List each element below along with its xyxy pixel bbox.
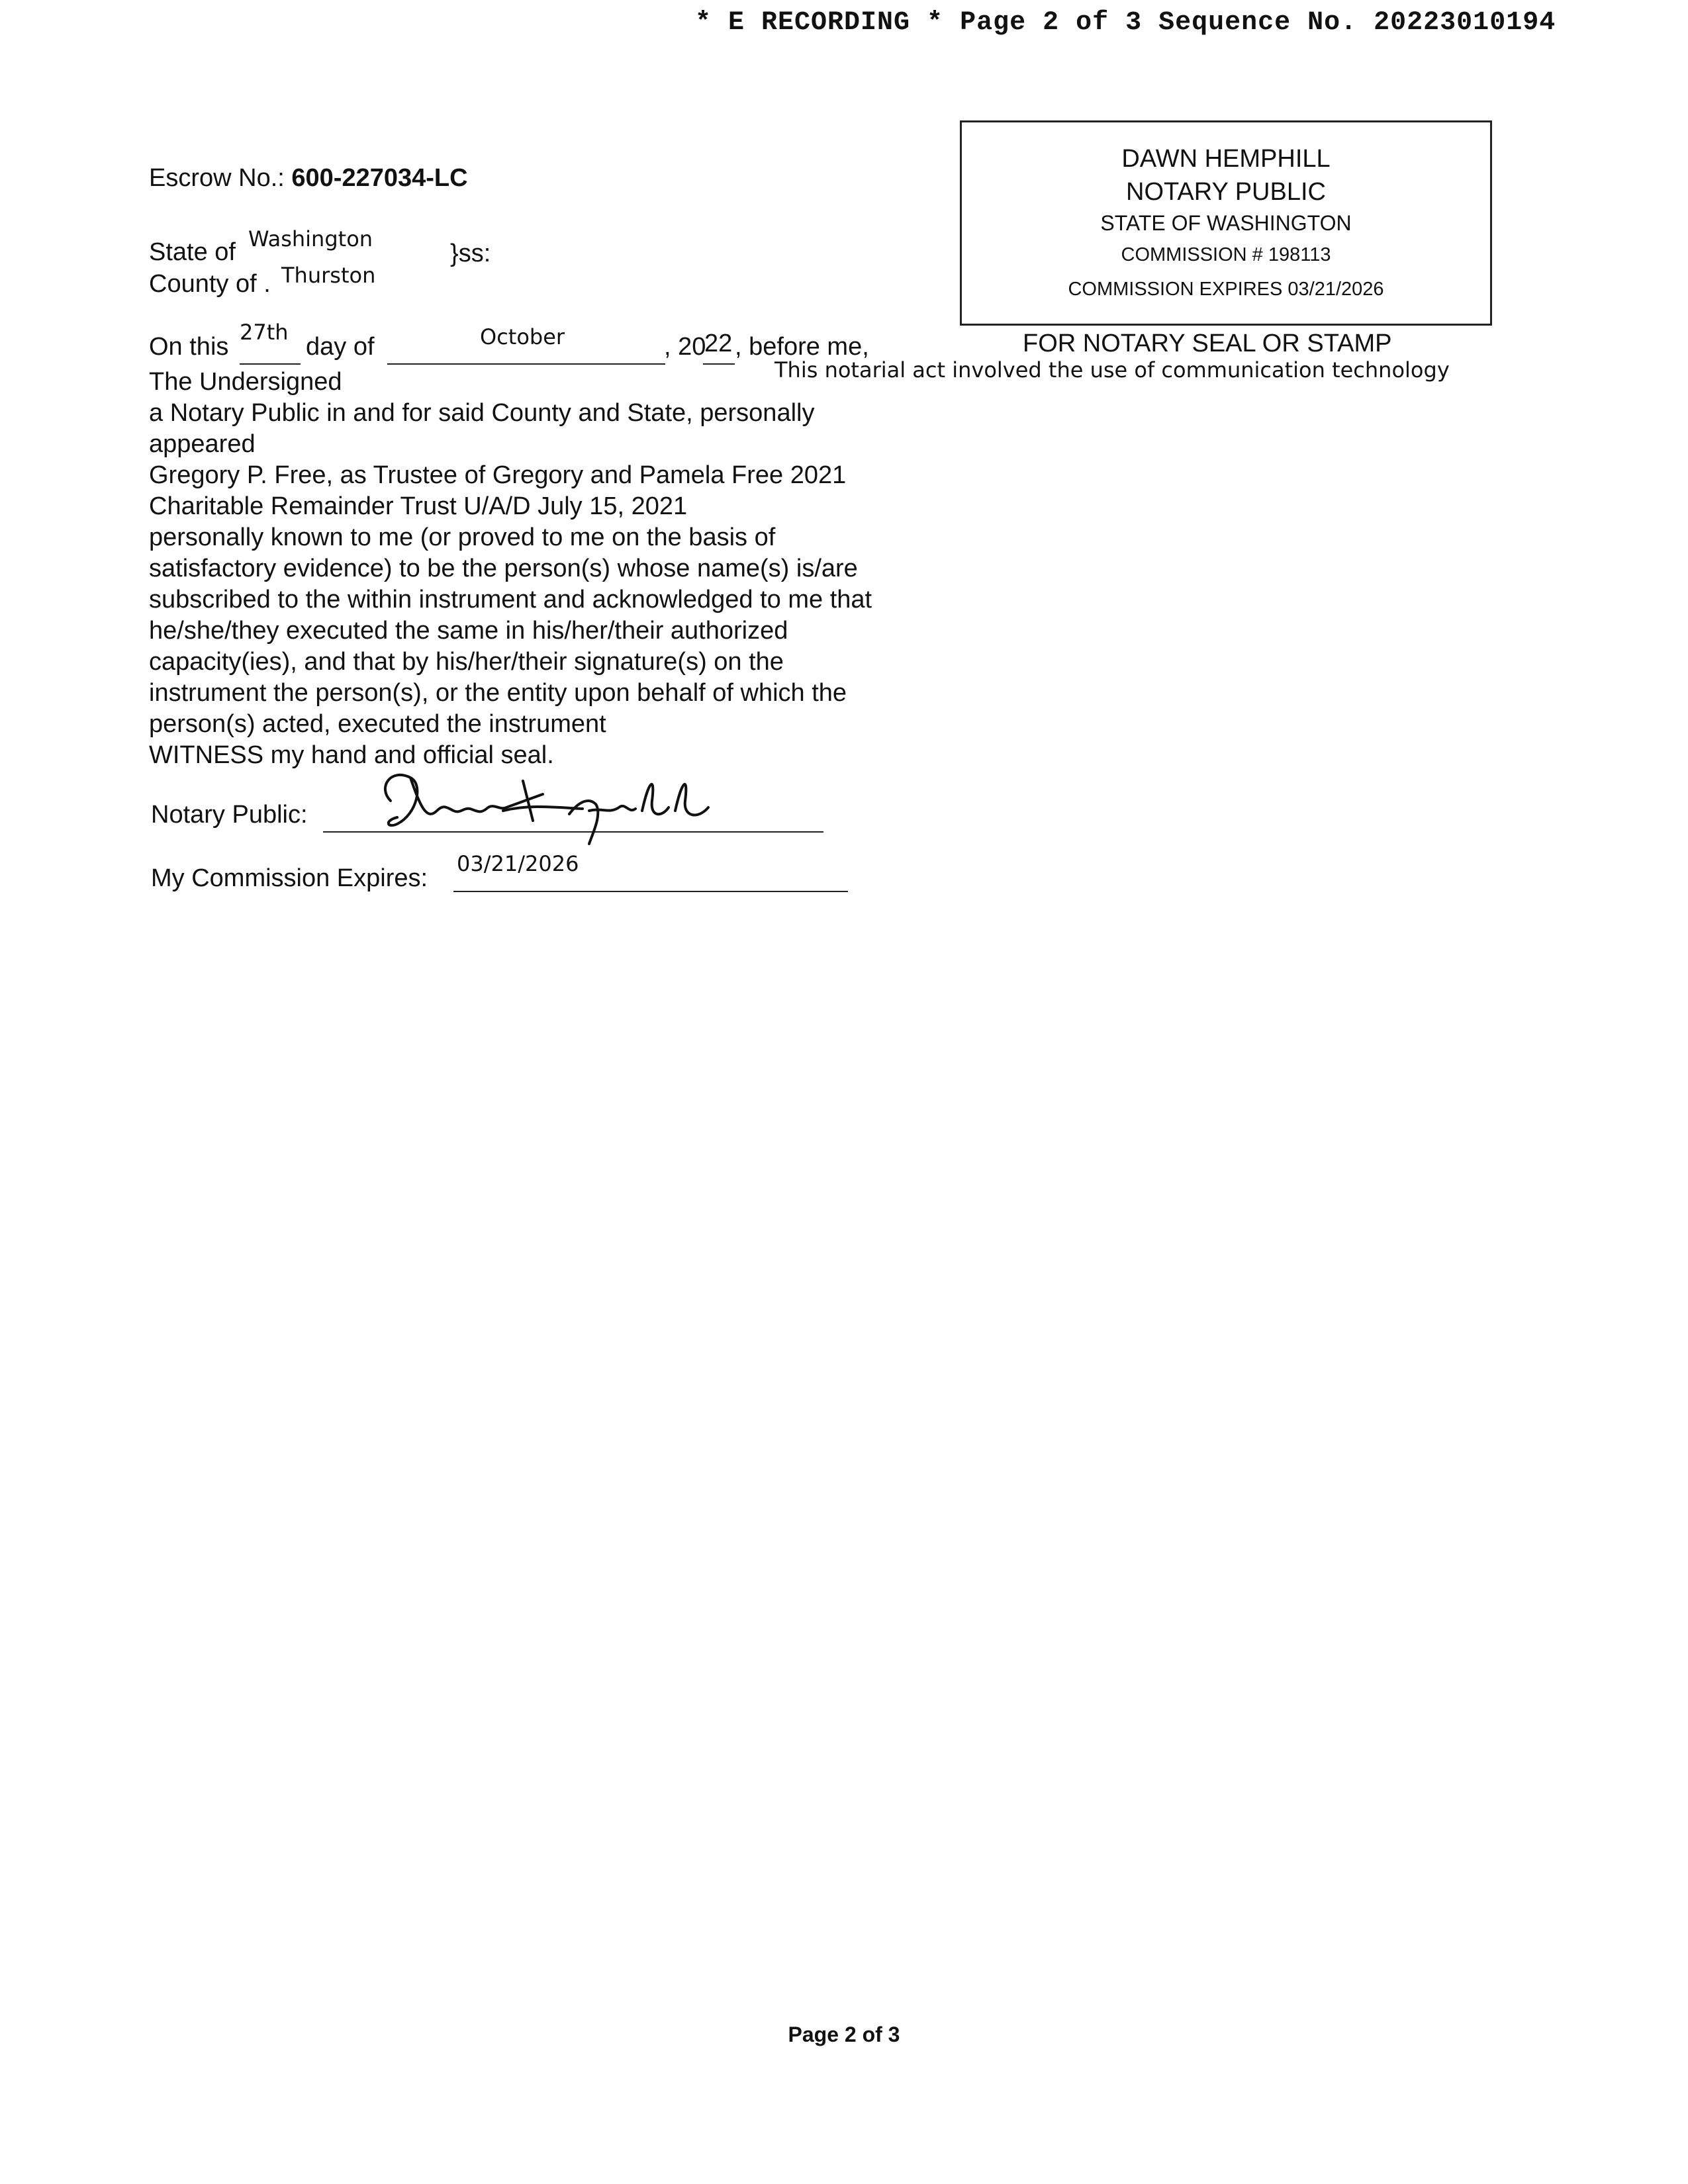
notary-stamp [960,120,1492,326]
year-value: 22 [704,330,733,357]
day-value: 27th [240,320,289,345]
technology-note: This notarial act involved the use of communication technology [774,357,1450,383]
body-line: Gregory P. Free, as Trustee of Gregory and Pamela Free 2021 [149,461,847,489]
year-prefix: , 20 [664,333,706,361]
notary-name: The Undersigned [149,368,342,396]
county-label: County of . [149,270,271,298]
month-value: October [480,324,565,349]
body-line: he/she/they executed the same in his/her/their authorized [149,617,788,645]
county-value: Thurston [281,263,376,288]
escrow-line [149,164,468,193]
stamp-title: NOTARY PUBLIC [1126,178,1326,206]
on-this-label: On this [149,333,229,361]
recording-header: * E RECORDING * Page 2 of 3 Sequence No. 20223010194 [695,8,1556,38]
body-line: subscribed to the within instrument and acknowledged to me that [149,586,872,614]
body-line: capacity(ies), and that by his/her/their signature(s) on the [149,648,784,676]
escrow-label: Escrow No.: [149,164,285,192]
stamp-expires: COMMISSION EXPIRES 03/21/2026 [1068,279,1384,300]
body-line: appeared [149,430,256,458]
body-line: instrument the person(s), or the entity upon behalf of which the [149,679,847,707]
page-number: Page 2 of 3 [788,2023,900,2046]
ss-marker: }ss: [450,240,491,267]
body-line: satisfactory evidence) to be the person(s) whose name(s) is/are [149,555,858,582]
stamp-commission: COMMISSION # 198113 [1121,244,1331,265]
body-line: a Notary Public in and for said County and State, personally [149,399,815,427]
commission-expires-label: My Commission Expires: [151,864,428,892]
day-of-label: day of [306,333,375,361]
state-value: Washington [248,226,373,251]
body-line: personally known to me (or proved to me on the basis of [149,523,776,551]
body-line: WITNESS my hand and official seal. [149,741,554,769]
body-line: person(s) acted, executed the instrument [149,710,606,738]
acknowledgment-body [149,367,943,771]
before-me-label: , before me, [735,333,869,361]
escrow-number: 600-227034-LC [291,164,468,192]
commission-expires-value: 03/21/2026 [457,851,579,876]
notary-public-label: Notary Public: [151,801,308,829]
notary-signature [371,761,768,847]
stamp-name: DAWN HEMPHILL [1121,145,1331,173]
seal-caption: FOR NOTARY SEAL OR STAMP [1023,330,1392,357]
body-line: Charitable Remainder Trust U/A/D July 15, 2021 [149,492,688,520]
state-label: State of [149,238,236,266]
stamp-state: STATE OF WASHINGTON [1100,211,1352,235]
